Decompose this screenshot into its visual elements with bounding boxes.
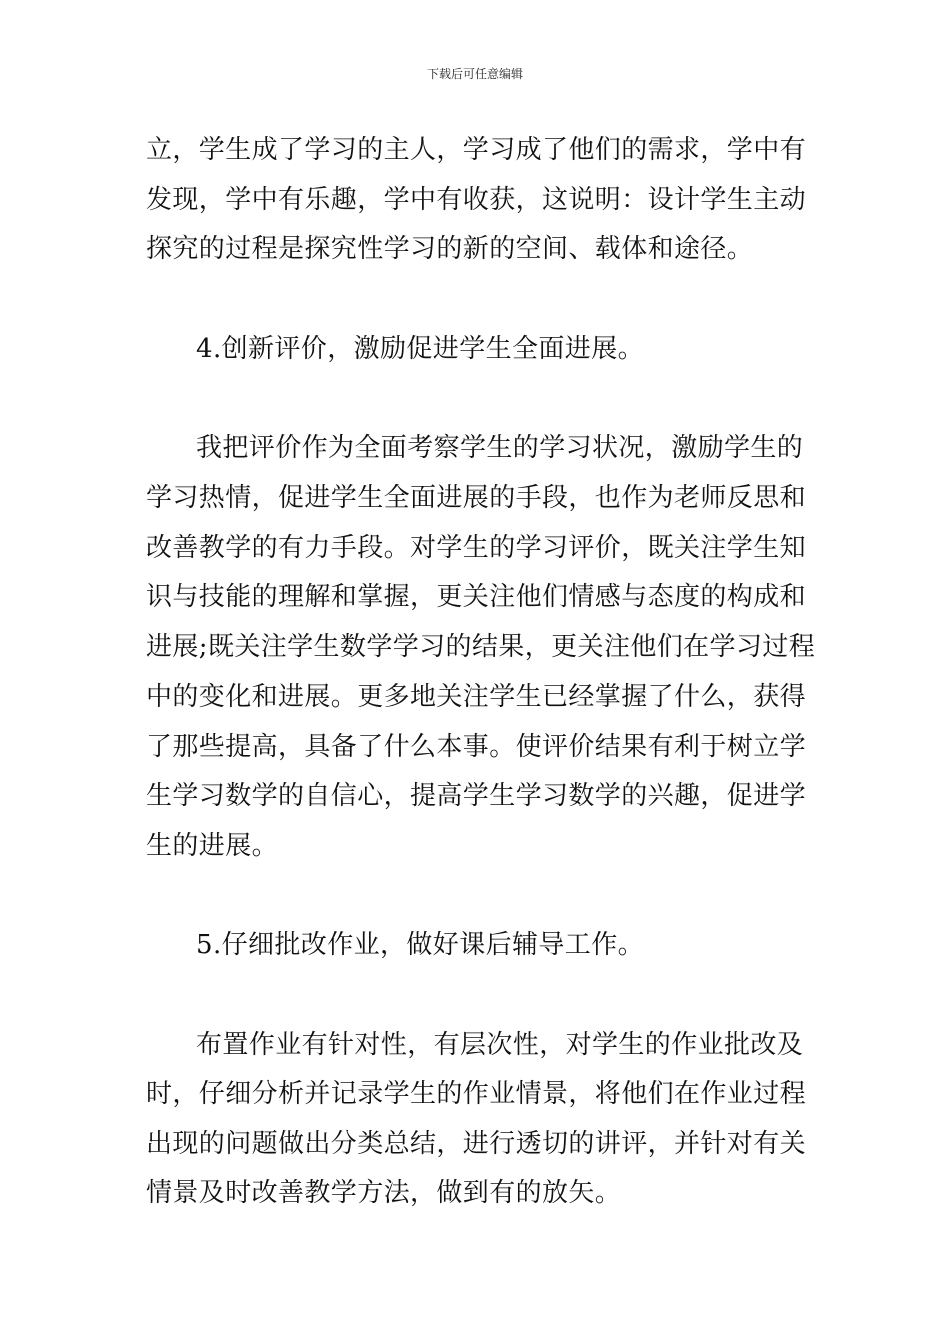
text-line: 生的进展。 bbox=[146, 831, 279, 861]
text-line: 立，学生成了学习的主人，学习成了他们的需求，学中有 bbox=[146, 135, 807, 165]
text-line: 探究的过程是探究性学习的新的空间、载体和途径。 bbox=[146, 234, 754, 264]
text-line: 中的变化和进展。更多地关注学生已经掌握了什么，获得 bbox=[146, 682, 807, 712]
text-line: 时，仔细分析并记录学生的作业情景，将他们在作业过程 bbox=[146, 1079, 807, 1109]
section-heading-5: 5.仔细批改作业，做好课后辅导工作。 bbox=[196, 930, 645, 960]
section-heading-4: 4.创新评价，激励促进学生全面进展。 bbox=[196, 334, 645, 364]
text-line: 了那些提高，具备了什么本事。使评价结果有利于树立学 bbox=[146, 732, 807, 762]
page-header: 下载后可任意编辑 bbox=[426, 67, 523, 81]
text-line: 进展;既关注学生数学学习的结果，更关注他们在学习过程 bbox=[146, 632, 816, 662]
text-line: 生学习数学的自信心，提高学生学习数学的兴趣，促进学 bbox=[146, 781, 807, 811]
text-line: 改善教学的有力手段。对学生的学习评价，既关注学生知 bbox=[146, 533, 807, 563]
text-line: 学习热情，促进学生全面进展的手段，也作为老师反思和 bbox=[146, 483, 807, 513]
text-line: 发现，学中有乐趣，学中有收获，这说明：设计学生主动 bbox=[146, 185, 807, 215]
text-line: 布置作业有针对性，有层次性，对学生的作业批改及 bbox=[196, 1030, 804, 1060]
text-line: 识与技能的理解和掌握，更关注他们情感与态度的构成和 bbox=[146, 582, 807, 612]
text-line: 出现的问题做出分类总结，进行透切的讲评，并针对有关 bbox=[146, 1129, 807, 1159]
text-line: 情景及时改善教学方法，做到有的放矢。 bbox=[146, 1178, 622, 1208]
text-line: 我把评价作为全面考察学生的学习状况，激励学生的 bbox=[196, 433, 804, 463]
